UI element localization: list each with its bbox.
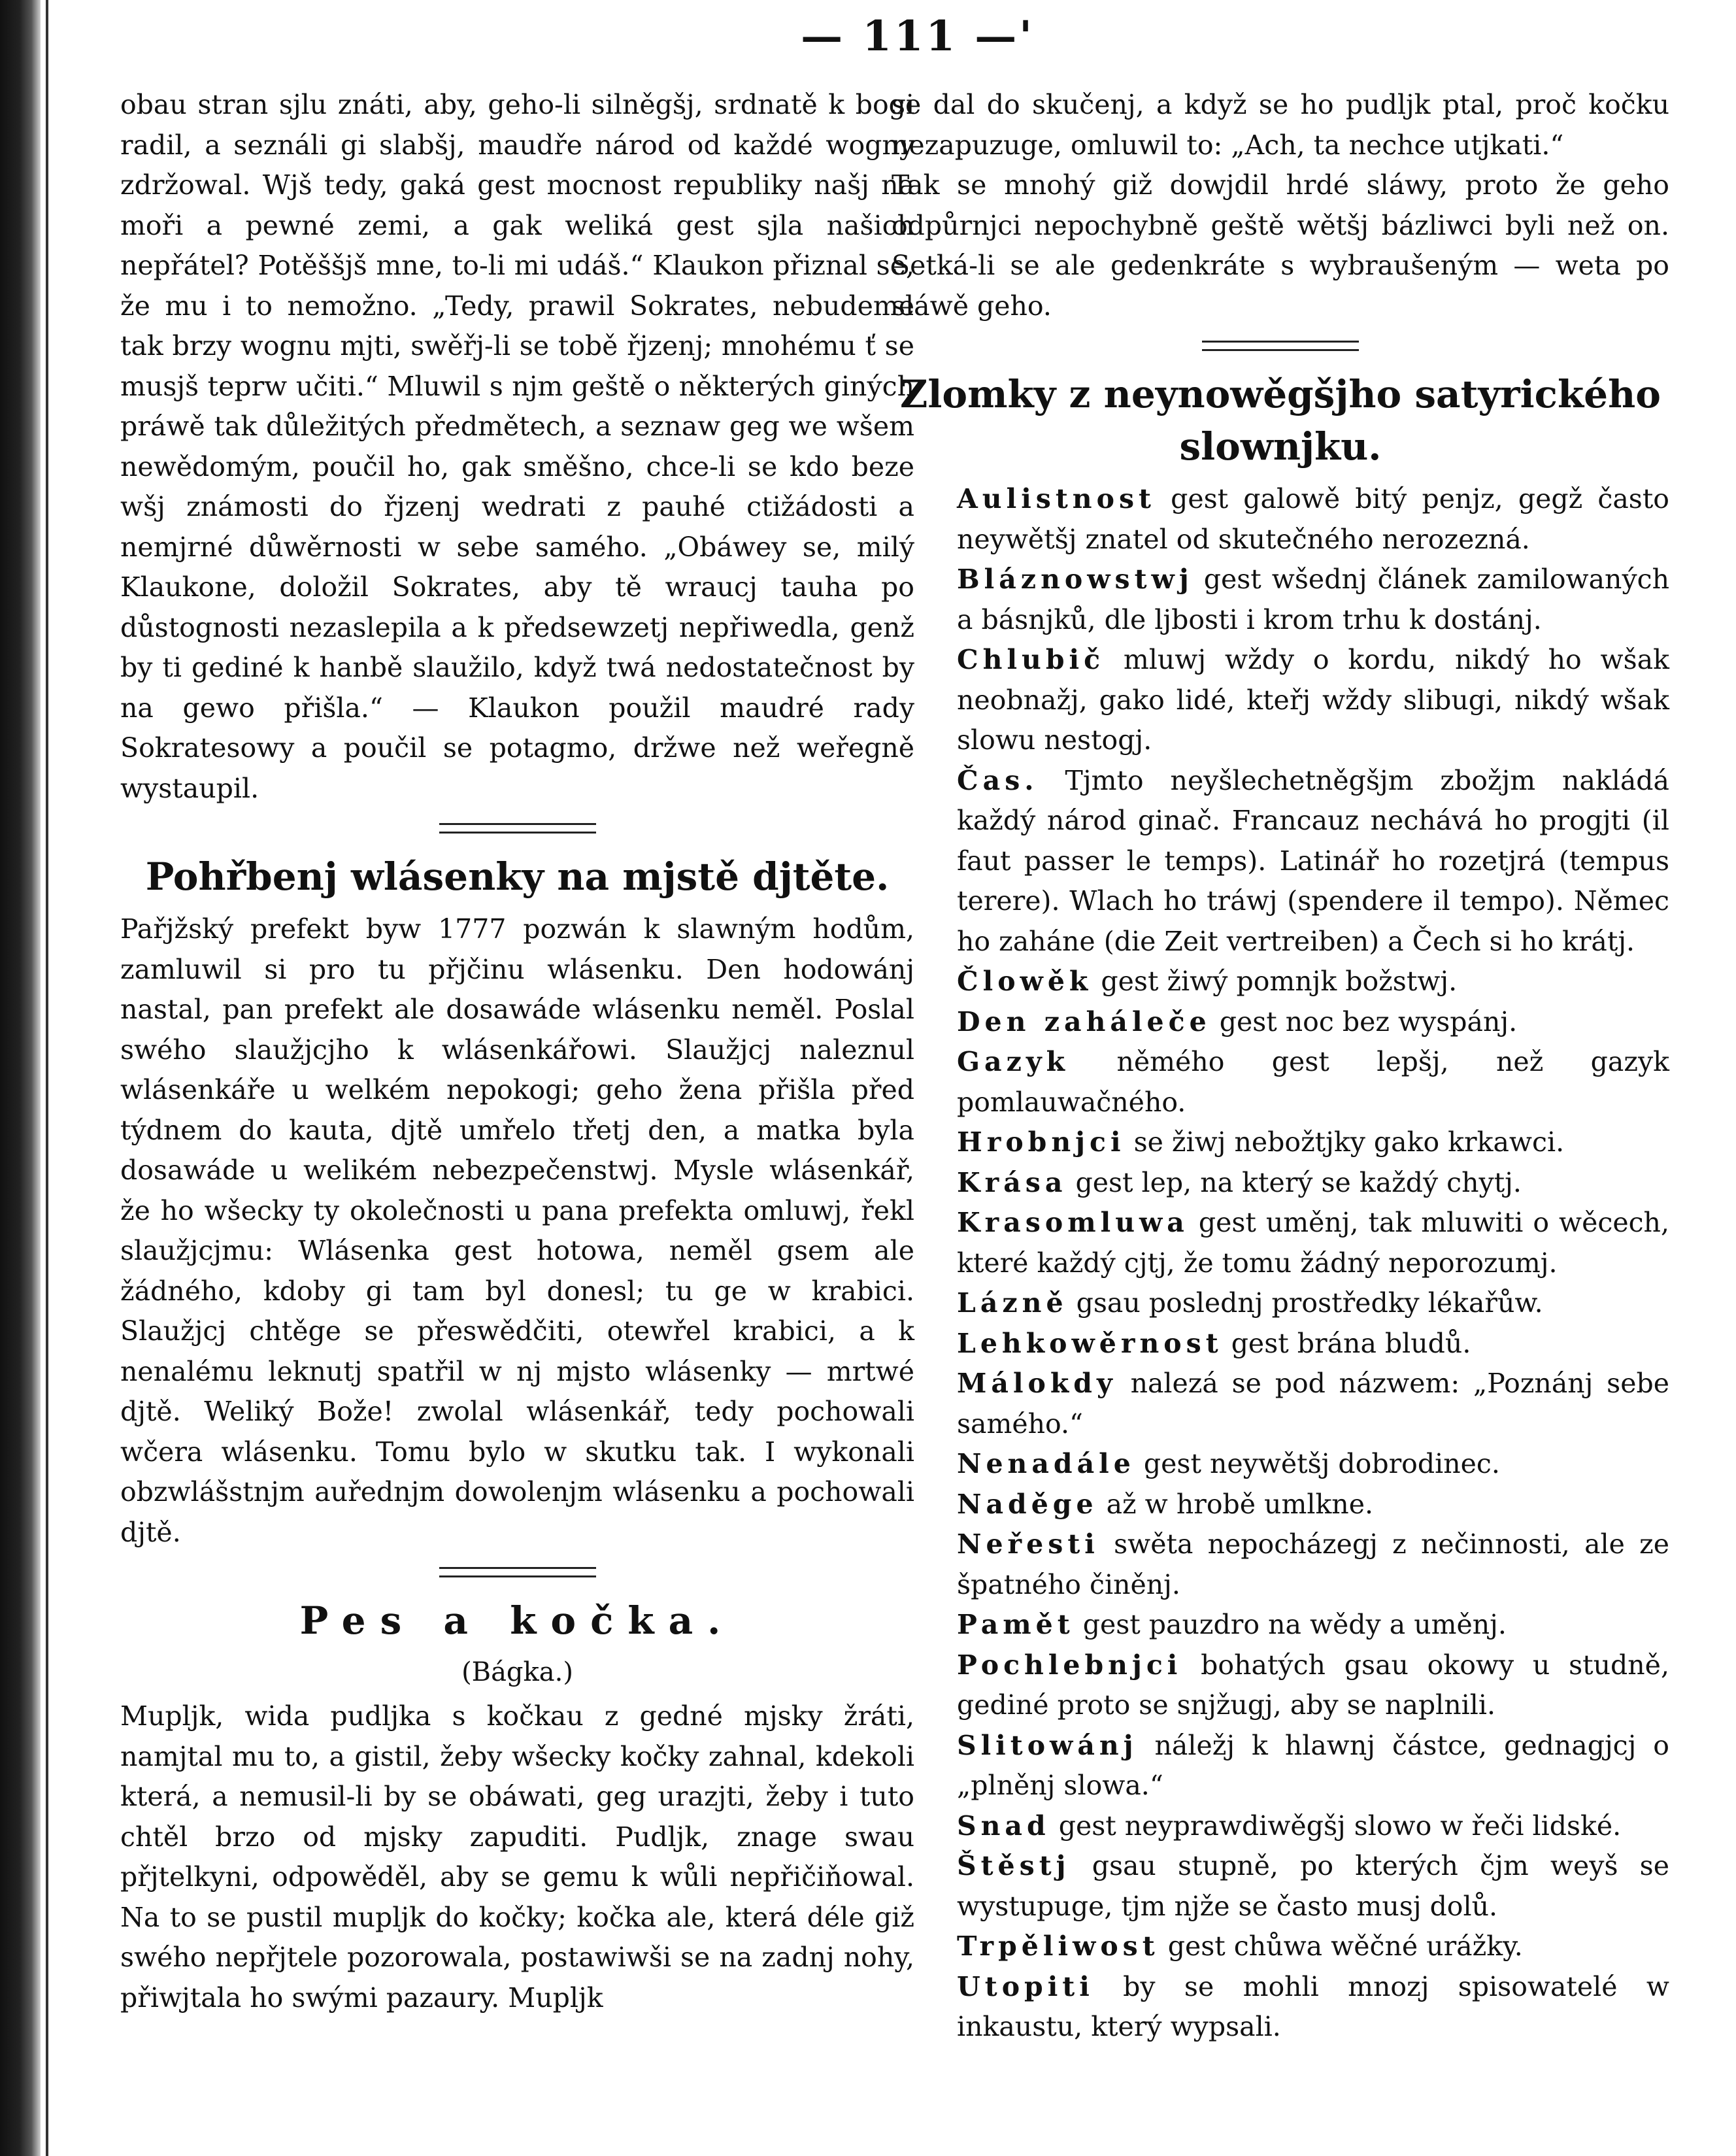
fable-text: Mupljk, wida pudljka s kočkau z gedné mjsky žráti, namjtal mu to, a gistil, žeby wšecky kočky zahnal, kdekoli která, a nemusil-li by se obáwati, geg urazjti, žeby i tuto chtěl brzo od mjsky zapuditi. Pudljk, znage swau přjtelkyni, odpowěděl, aby se gemu k wůli nepřičiňowal. Na to se pustil mupljk do kočky; kočka ale, která déle giž swého nepřjtele pozorowala, postawiwši se na zadnj nohy, přiwjtala ho swými pazaury. Mupljk bbox=[120, 1700, 914, 2013]
entry-term: Chlubič bbox=[957, 644, 1105, 675]
left-column bbox=[120, 85, 914, 2018]
article-title: Pohřbenj wlásenky na mjstě djtěte. bbox=[145, 854, 890, 899]
dictionary-entry bbox=[892, 1726, 1669, 1806]
dictionary-entry bbox=[892, 1324, 1669, 1364]
dictionary-entry bbox=[892, 479, 1669, 560]
entry-term: Pamět bbox=[957, 1609, 1075, 1640]
entry-definition: gest chůwa wěčné urážky. bbox=[1167, 1930, 1523, 1962]
entry-term: Štěstj bbox=[957, 1850, 1071, 1881]
dictionary-entry bbox=[892, 1485, 1669, 1525]
opening-paragraph: obau stran sjlu znáti, aby, geho-li silněgšj, srdnatě k bogi radil, a seználi gi slabšj, maudře národ od každé wogny zdržowal. Wjš tedy, gaká gest mocnost republiky našj na moři a pewné zemi, a gak weliká gest sjla našich nepřátel? Potěššjš mne, to-li mi udáš.“ Klaukon přiznal se, že mu i to nemožno. „Tedy, prawil Sokrates, nebudeme tak brzy wognu mjti, swěřj-li se tobě řjzenj; mnohému ť se musjš teprw učiti.“ Mluwil s njm geště o některých giných práwě tak důležitých předmětech, a seznaw geg we wšem newědomým, poučil ho, gak směšno, chce-li se kdo beze wšj známosti do řjzenj wedrati z pauhé ctižádosti a nemjrné důwěrnosti w sebe samého. „Obáwey se, milý Klaukone, doložil Sokrates, aby tě wraucj tauha po důstognosti nezaslepila a k předsewzetj nepřiwedla, genž by ti gediné k hanbě slaužilo, když twá nedostatečnost by na gewo přišla.“ — Klaukon použil maudré rady Sokratesowy a poučil se potagmo, držwe než weřegně wystaupil. bbox=[120, 89, 914, 804]
entry-term: Pochlebnjci bbox=[957, 1649, 1182, 1681]
entry-term: Utopiti bbox=[957, 1970, 1094, 2002]
section-divider bbox=[1202, 341, 1359, 351]
entry-definition: gest wšednj článek zamilowaných a básnjků, dle ljbosti i krom trhu k dostánj. bbox=[957, 564, 1669, 635]
entry-definition: až w hrobě umlkne. bbox=[1106, 1488, 1373, 1520]
right-column bbox=[892, 85, 1669, 2047]
article-text: Pařjžský prefekt byw 1777 pozwán k slawným hodům, zamluwil si pro tu přjčinu wlásenku. Den hodowánj nastal, pan prefekt ale dosawáde wlásenku neměl. Poslal swého slaužjcjho k wlásenkářowi. Slaužjcj naleznul wlásenkáře u welkém nepokogi; geho žena přišla před týdnem do kauta, djtě umřelo třetj den, a matka byla dosawáde u welikém nebezpečenstwj. Mysle wlásenkář, že ho wšecky ty okolečnosti u pana prefekta omluwj, řekl slaužjcjmu: Wlásenka gest hotowa, neměl gsem ale žádného, kdoby gi tam byl donesl; tu ge w krabici. Slaužjcj chtěge se přeswědčiti, otewřel krabici, a k nenalému leknutj spatřil w nj mjsto wlásenky — mrtwé djtě. Weliký Bože! zwolal wlásenkář, tedy pochowali wčera wlásenku. Tomu bylo w skutku tak. I wykonali obzwlášstnjm auřednjm dowolenjm wlásenku a pochowali djtě. bbox=[120, 913, 914, 1548]
dictionary-entry bbox=[892, 1524, 1669, 1605]
dictionary-entry bbox=[892, 1846, 1669, 1927]
entry-term: Gazyk bbox=[957, 1046, 1070, 1077]
entry-definition: gsau poslednj prostředky lékařůw. bbox=[1076, 1287, 1543, 1319]
fable-subtitle: (Bágka.) bbox=[461, 1657, 573, 1687]
entry-term: Bláznowstwj bbox=[957, 564, 1194, 595]
dictionary-entry bbox=[892, 640, 1669, 761]
dictionary-entry bbox=[892, 1283, 1669, 1324]
entry-definition: gest žiwý pomnjk božstwj. bbox=[1101, 966, 1458, 997]
entry-definition: gest pauzdro na wědy a uměnj. bbox=[1082, 1609, 1507, 1640]
entry-definition: němého gest lepšj, než gazyk pomlauwačného. bbox=[957, 1046, 1669, 1118]
entry-term: Naděge bbox=[957, 1488, 1098, 1520]
dictionary-entry bbox=[892, 1927, 1669, 1967]
book-page bbox=[46, 0, 1728, 2156]
dictionary-entry bbox=[892, 1203, 1669, 1283]
entry-term: Aulistnost bbox=[957, 483, 1156, 514]
entry-term: Člowěk bbox=[957, 966, 1093, 997]
dictionary-entry bbox=[892, 962, 1669, 1002]
dictionary-entry bbox=[892, 1806, 1669, 1847]
book-binding-edge bbox=[0, 0, 41, 2156]
entry-definition: náležj k hlawnj částce, gednagjcj o „plněnj slowa.“ bbox=[957, 1729, 1669, 1801]
entry-term: Snad bbox=[957, 1810, 1050, 1842]
section-divider bbox=[439, 1567, 596, 1577]
entry-term: Hrobnjci bbox=[957, 1126, 1126, 1158]
entry-term: Čas. bbox=[957, 764, 1039, 796]
entry-definition: gest neyprawdiwěgšj slowo w řeči lidské. bbox=[1058, 1810, 1622, 1842]
entry-definition: gest lep, na který se každý chytj. bbox=[1075, 1166, 1522, 1198]
entry-definition: swěta nepocházegj z nečinnosti, ale ze špatného činěnj. bbox=[957, 1528, 1669, 1600]
entry-definition: gest noc bez wyspánj. bbox=[1219, 1005, 1518, 1037]
fable-moral: Tak se mnohý giž dowjdil hrdé sláwy, proto že geho odpůrnjci nepochybně geště wětšj bázliwci byli než on. Setká-li se ale gedenkráte s wybraušeným — weta po sláwě geho. bbox=[892, 169, 1669, 322]
entry-term: Krasomluwa bbox=[957, 1207, 1189, 1238]
entry-term: Trpěliwost bbox=[957, 1930, 1160, 1962]
section-divider bbox=[439, 823, 596, 834]
entry-definition: mluwj wždy o kordu, nikdý ho wšak neobnažj, gako lidé, kteřj wždy slibugi, nikdý wšak slowu nestogj. bbox=[957, 644, 1669, 756]
entry-term: Den zaháleče bbox=[957, 1005, 1211, 1037]
entry-definition: gest neywětšj dobrodinec. bbox=[1143, 1448, 1500, 1479]
dictionary-entry bbox=[892, 1042, 1669, 1122]
entry-definition: bohatých gsau okowy u studně, gediné proto se snjžugj, aby se naplnili. bbox=[957, 1649, 1669, 1721]
dictionary-entry bbox=[892, 1364, 1669, 1444]
dictionary-entry bbox=[892, 1645, 1669, 1726]
entry-definition: gest uměnj, tak mluwiti o wěcech, které každý cjtj, že tomu žádný neporozumj. bbox=[957, 1207, 1669, 1279]
entry-definition: gest brána bludů. bbox=[1231, 1327, 1471, 1359]
entry-term: Slitowánj bbox=[957, 1729, 1138, 1761]
entry-definition: Tjmto neyšlechetněgšjm zbožjm nakládá každý národ ginač. Francauz nechává ho progjti (il faut passer le temps). Latinář ho rozetjrá (tempus terere). Wlach ho tráwj (spendere il tempo). Němec ho zaháne (die Zeit vertreiben) a Čech si ho krátj. bbox=[957, 764, 1669, 957]
entry-term: Málokdy bbox=[957, 1368, 1117, 1399]
entry-term: Lázně bbox=[957, 1287, 1068, 1319]
dictionary-entry bbox=[892, 560, 1669, 640]
page-number: — 111 —' bbox=[801, 12, 1035, 61]
dictionary-entry bbox=[892, 761, 1669, 962]
dictionary-entry bbox=[892, 1444, 1669, 1485]
dictionary-entry bbox=[892, 1122, 1669, 1163]
entry-definition: se žiwj nebožtjky gako krkawci. bbox=[1133, 1126, 1565, 1158]
entry-definition: nalezá se pod názwem: „Poznánj sebe samého.“ bbox=[957, 1368, 1669, 1440]
dictionary-entry bbox=[892, 1967, 1669, 2047]
entry-definition: by se mohli mnozj spisowatelé w inkaustu, který wypsali. bbox=[957, 1970, 1669, 2042]
entry-definition: gest galowě bitý penjz, gegž často neywětšj znatel od skutečného nerozezná. bbox=[957, 483, 1669, 555]
fable-title: Pes a kočka. bbox=[299, 1598, 735, 1643]
entry-term: Lehkowěrnost bbox=[957, 1327, 1223, 1359]
entry-definition: gsau stupně, po kterých čjm weyš se wystupuge, tjm njže se často musj dolů. bbox=[957, 1850, 1669, 1922]
dictionary-entry bbox=[892, 1002, 1669, 1043]
dictionary-entries bbox=[892, 479, 1669, 2047]
dictionary-title: Zlomky z neynowěgšjho satyrického slownjku. bbox=[900, 372, 1661, 469]
entry-term: Krása bbox=[957, 1166, 1067, 1198]
dictionary-entry bbox=[892, 1163, 1669, 1204]
dictionary-entry bbox=[892, 1605, 1669, 1645]
entry-term: Nenadále bbox=[957, 1448, 1135, 1479]
entry-term: Neřesti bbox=[957, 1528, 1099, 1560]
fable-continuation: se dal do skučenj, a když se ho pudljk ptal, proč kočku nezapuzuge, omluwil to: „Ach, ta nechce utjkati.“ bbox=[892, 89, 1669, 161]
